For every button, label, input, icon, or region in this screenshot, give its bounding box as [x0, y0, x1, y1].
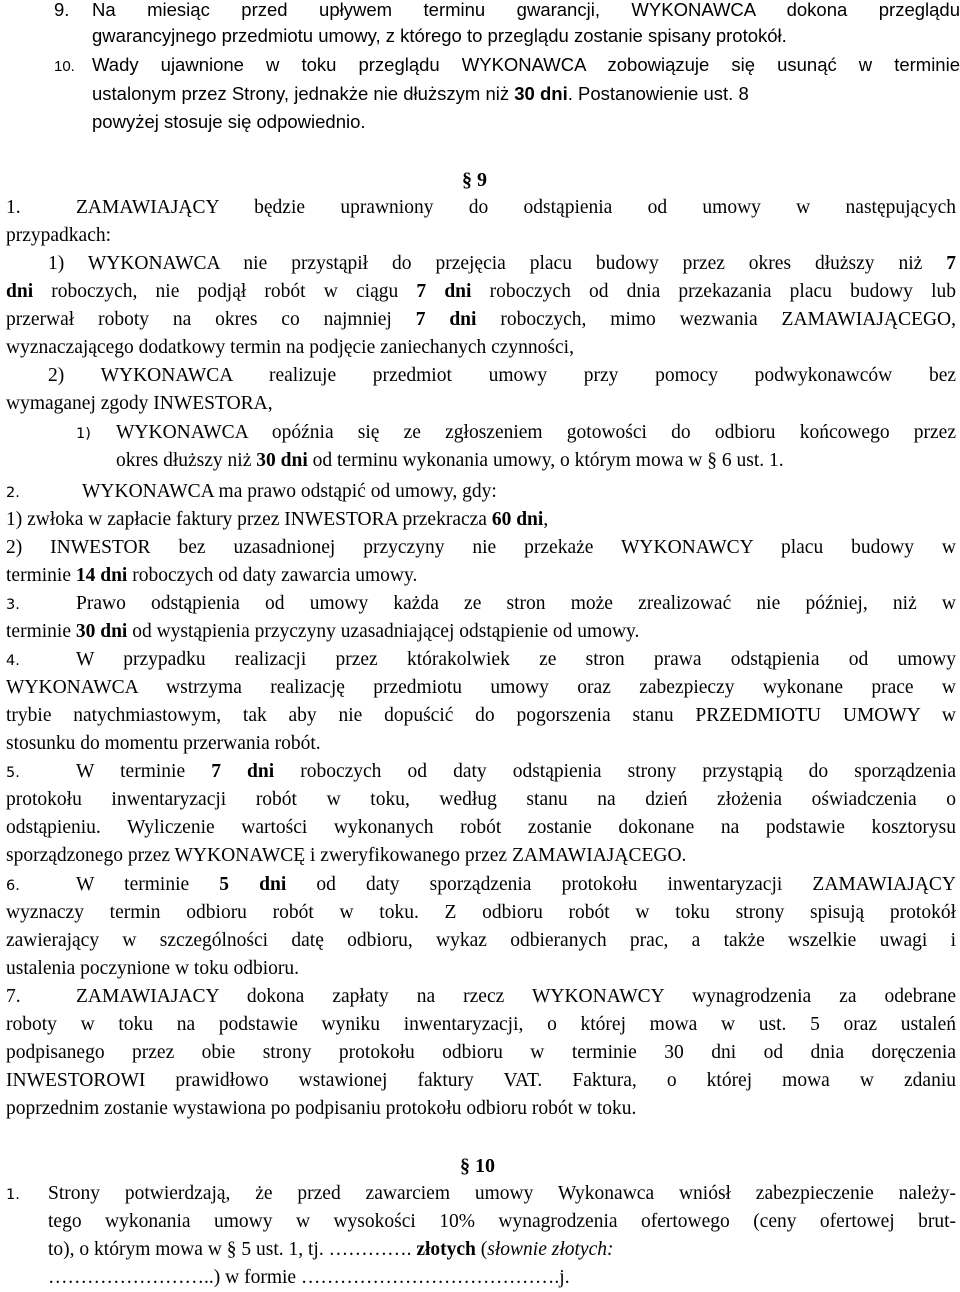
s9-p6-line-4: ustalenia poczynione w toku odbioru. [6, 958, 299, 979]
s9-p2-item1: 1) zwłoka w zapłacie faktury przez INWESTORA przekracza 60 dni, [6, 509, 549, 530]
s9-item1-line-1: 1) WYKONAWCA nie przystąpił do przejęcia placu budowy przez okres dłuższy niż 7 [48, 253, 956, 274]
s9-p7-line-5: poprzednim zostanie wystawiona po podpisaniu protokołu odbioru robót w toku. [6, 1098, 637, 1119]
s9-p5-line-4: sporządzonego przez WYKONAWCĘ i zweryfikowanego przez ZAMAWIAJĄCEGO. [6, 845, 687, 866]
s9-item1-line-4: wyznaczającego dodatkowy termin na podjęcie zaniechanych czynności, [6, 337, 574, 358]
s9-p7-line-1: 7. ZAMAWIAJACY dokona zapłaty na rzecz WYKONAWCY wynagrodzenia za odebrane [6, 986, 956, 1007]
s9-p4-line-1: 4. W przypadku realizacji przez którakolwiek ze stron prawa odstąpienia od umowy [6, 649, 956, 670]
paragraph-9-line-1: 9. Na miesiąc przed upływem terminu gwarancji, WYKONAWCA dokona przeglądu [54, 0, 960, 24]
s9-p2-item2-line-2: terminie 14 dni roboczych od daty zawarcia umowy. [6, 565, 418, 586]
s9-p5-line-3: odstąpieniu. Wyliczenie wartości wykonanych robót zostanie dokonane na podstawie kosztorysu [6, 817, 956, 838]
s9-p2-line-1: 2. WYKONAWCA ma prawo odstąpić od umowy, gdy: [6, 481, 497, 502]
s9-p4-line-2: WYKONAWCA wstrzyma realizację przedmiotu umowy oraz zabezpieczy wykonane prace w [6, 677, 956, 698]
s9-item3-line-2: okres dłuższy niż 30 dni od terminu wykonania umowy, o którym mowa w § 6 ust. 1. [116, 450, 784, 471]
paragraph-10-line-3: powyżej stosuje się odpowiednio. [92, 111, 366, 132]
s10-p1-number: 1. [6, 1187, 20, 1203]
s9-item2-line-1: 2) WYKONAWCA realizuje przedmiot umowy przy pomocy podwykonawców bez [48, 365, 956, 386]
item-number: 9. [54, 0, 70, 20]
s9-p1-line-1: 1. ZAMAWIAJĄCY będzie uprawniony do odstąpienia od umowy w następujących [6, 197, 956, 218]
s9-p5-line-1: 5. W terminie 7 dni roboczych od daty odstąpienia strony przystąpią do sporządzenia [6, 761, 956, 782]
s9-p4-line-3: trybie natychmiastowym, tak aby nie dopuścić do pogorszenia stanu PRZEDMIOTU UMOWY w [6, 705, 956, 726]
s10-p1-line-2: tego wykonania umowy w wysokości 10% wynagrodzenia ofertowego (ceny ofertowej brut- [48, 1211, 956, 1232]
paragraph-10-line-1: 10. Wady ujawnione w toku przeglądu WYKONAWCA zobowiązuje się usunąć w terminie [54, 51, 960, 81]
s9-p4-line-4: stosunku do momentu przerwania robót. [6, 733, 321, 754]
s9-p2-item2-line-1: 2) INWESTOR bez uzasadnionej przyczyny nie przekaże WYKONAWCY placu budowy w [6, 537, 956, 558]
paragraph-9-line-2: gwarancyjnego przedmiotu umowy, z którego to przeglądu zostanie spisany protokół. [92, 25, 787, 46]
s9-p5-line-2: protokołu inwentaryzacji robót w toku, według stanu na dzień złożenia oświadczenia o [6, 789, 956, 810]
s10-p1-line-1: Strony potwierdzają, że przed zawarciem umowy Wykonawca wniósł zabezpieczenie należy- [48, 1183, 956, 1204]
s9-p7-line-4: INWESTOROWI prawidłowo wstawionej faktury VAT. Faktura, o której mowa w zdaniu [6, 1070, 956, 1091]
item-number: 10. [54, 58, 75, 75]
s9-p7-line-3: podpisanego przez obie strony protokołu odbioru w terminie 30 dni od dnia doręczenia [6, 1042, 956, 1063]
s9-p3-line-1: 3. Prawo odstąpienia od umowy każda ze stron może zrealizować nie później, niż w [6, 593, 956, 614]
s9-p1-line-2: przypadkach: [6, 225, 112, 246]
s10-p1-line-4: ……………………..) w formie ………………………………….j. [48, 1267, 570, 1288]
s9-item1-line-3: przerwał roboty na okres co najmniej 7 dni roboczych, mimo wezwania ZAMAWIAJĄCEGO, [6, 309, 956, 330]
s10-p1-line-3: to), o którym mowa w § 5 ust. 1, tj. …………. złotych (słownie złotych: [48, 1239, 614, 1260]
s9-item2-line-2: wymaganej zgody INWESTORA, [6, 393, 273, 414]
s9-p6-line-3: zawierający w szczególności datę odbioru, wykaz odbieranych prac, a także wszelkie uwagi i [6, 930, 956, 951]
s9-p6-line-1: 6. W terminie 5 dni od daty sporządzenia protokołu inwentaryzacji ZAMAWIAJĄCY [6, 874, 957, 895]
s9-p7-line-2: roboty w toku na podstawie wyniku inwentaryzacji, o której mowa w ust. 5 oraz ustaleń [6, 1014, 956, 1035]
s9-item1-line-2: dni roboczych, nie podjął robót w ciągu 7 dni roboczych od dnia przekazania placu budowy lub [6, 281, 956, 302]
s9-p6-line-2: wyznaczy termin odbioru robót w toku. Z odbioru robót w toku strony spisują protokół [6, 902, 956, 923]
paragraph-10-line-2: ustalonym przez Strony, jednakże nie dłuższym niż 30 dni. Postanowienie ust. 8 [92, 83, 749, 104]
s9-item3-line-1: 1) WYKONAWCA opóźnia się ze zgłoszeniem gotowości do odbioru końcowego przez [76, 422, 956, 443]
section-9-heading: § 9 [462, 169, 487, 191]
section-10-heading: § 10 [460, 1155, 495, 1177]
s9-p3-line-2: terminie 30 dni od wystąpienia przyczyny uzasadniającej odstąpienie od umowy. [6, 621, 640, 642]
